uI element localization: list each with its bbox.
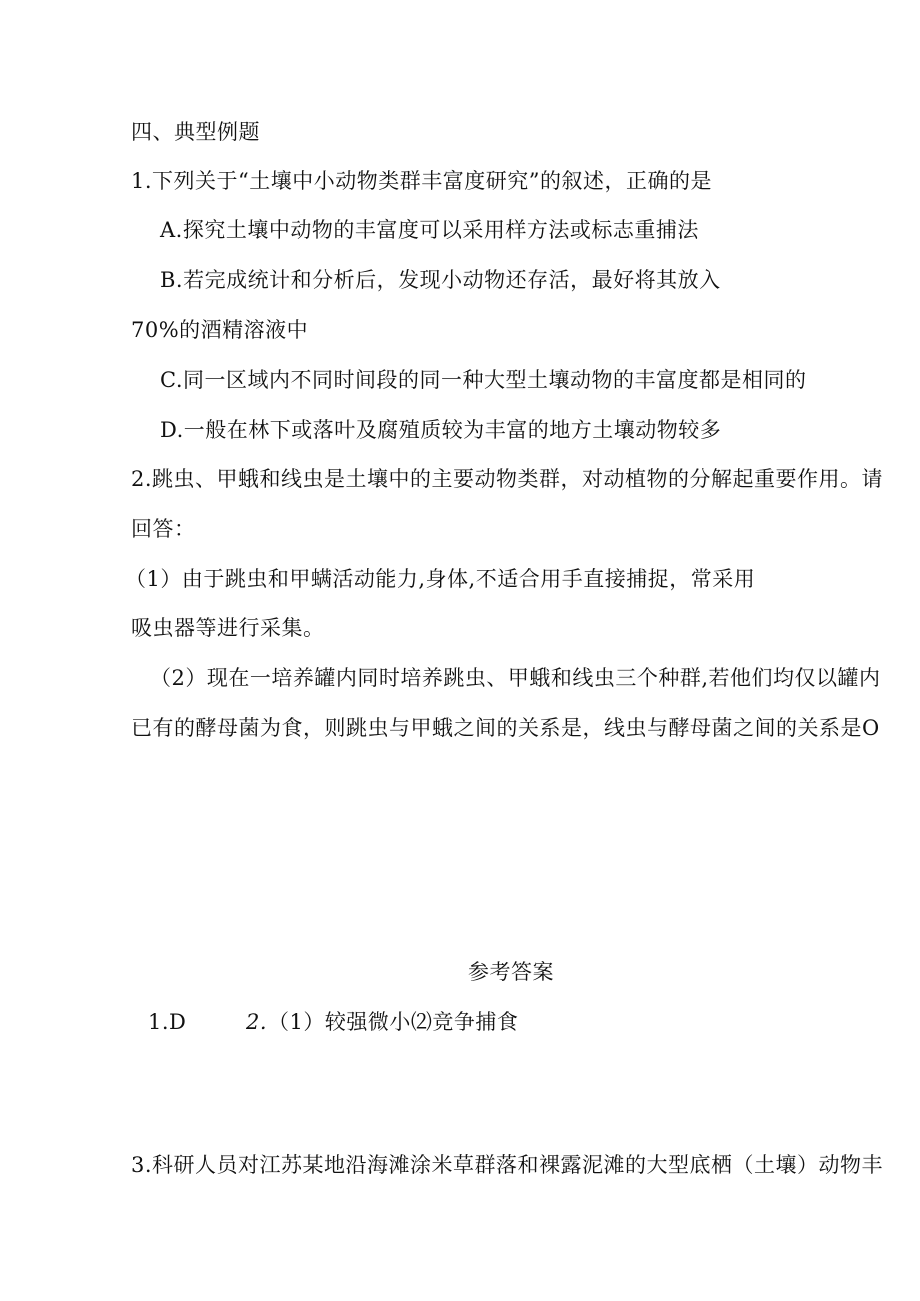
question-2-part-2-line-1: （2）现在一培养罐内同时培养跳虫、甲蛾和线虫三个种群,若他们均仅以罐内 (150, 666, 881, 690)
question-2-part-1-line-1: （1）由于跳虫和甲螨活动能力,身体,不适合用手直接捕捉，常采用 (125, 567, 756, 591)
question-1-stem: 1.下列关于“土壤中小动物类群丰富度研究”的叙述，正确的是 (131, 169, 713, 193)
question-1-option-b-continued: 70%的酒精溶液中 (131, 318, 309, 342)
question-1-option-b: B.若完成统计和分析后，发现小动物还存活，最好将其放入 (160, 268, 721, 292)
answer-2-number: 2. (246, 1010, 268, 1034)
answer-2-text: （1）较强微小⑵竞争捕食 (268, 1010, 519, 1034)
question-1-option-d: D.一般在林下或落叶及腐殖质较为丰富的地方土壤动物较多 (160, 418, 722, 442)
question-2-stem-line-2: 回答： (131, 517, 196, 541)
question-1-option-a: A.探究土壤中动物的丰富度可以采用样方法或标志重捕法 (160, 218, 699, 242)
question-2-stem-line-1: 2.跳虫、甲蛾和线虫是土壤中的主要动物类群，对动植物的分解起重要作用。请 (131, 467, 884, 491)
question-1-option-c: C.同一区域内不同时间段的同一种大型土壤动物的丰富度都是相同的 (160, 368, 807, 392)
question-3-stem-line-1: 3.科研人员对江苏某地沿海滩涂米草群落和裸露泥滩的大型底栖（土壤）动物丰 (131, 1153, 884, 1177)
answer-1: 1.D (148, 1010, 187, 1034)
section-title: 四、典型例题 (131, 120, 260, 144)
question-2-part-1-line-2: 吸虫器等进行采集。 (131, 616, 325, 640)
question-2-part-2-line-2: 已有的酵母菌为食，则跳虫与甲蛾之间的关系是，线虫与酵母菌之间的关系是O (131, 716, 880, 740)
answers-title: 参考答案 (468, 960, 554, 984)
